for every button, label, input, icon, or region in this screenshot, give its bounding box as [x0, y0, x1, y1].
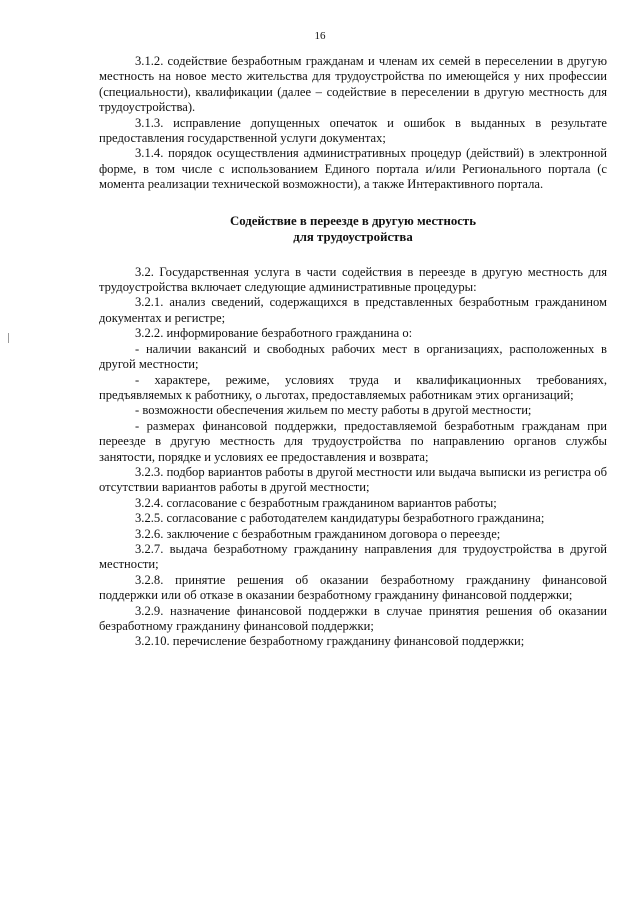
paragraph-3-1-4: 3.1.4. порядок осуществления административных процедур (действий) в электронной форме, в том числе с использованием Единого портала и/или Регионального портала (с момента реализации технической возможности), а также Интерактивного портала. [99, 146, 607, 192]
paragraph-3-2-8: 3.2.8. принятие решения об оказании безработному гражданину финансовой поддержки или об отказе в оказании безработному гражданину финансовой поддержки; [99, 572, 607, 603]
paragraph-3-2-5: 3.2.5. согласование с работодателем кандидатуры безработного гражданина; [135, 511, 545, 526]
margin-mark [8, 333, 9, 343]
list-item-work-conditions: - характере, режиме, условиях труда и квалификационных требованиях, предъявляемых к работнику, о льготах, предоставляемых работникам этих организаций; [99, 372, 607, 402]
list-item-financial-support: - размерах финансовой поддержки, предоставляемой безработным гражданам при переезде в другую местность для трудоустройства по направлению органов службы занятости, порядке и условиях ее предоставления и возврата; [99, 418, 607, 464]
paragraph-3-2-10: 3.2.10. перечисление безработному гражданину финансовой поддержки; [135, 634, 525, 649]
section-heading [99, 213, 607, 245]
section-heading-line-2: для трудоустройства [293, 229, 413, 244]
paragraph-3-2-1: 3.2.1. анализ сведений, содержащихся в представленных безработным гражданином документах и регистре; [99, 295, 607, 325]
paragraph-3-2-9: 3.2.9. назначение финансовой поддержки в случае принятия решения об оказании безработному гражданину финансовой поддержки; [99, 603, 607, 633]
document-body [99, 54, 607, 650]
paragraph-3-2-3: 3.2.3. подбор вариантов работы в другой местности или выдача выписки из регистра об отсутствии вариантов работы в другой местности; [99, 464, 607, 495]
list-item-vacancies: - наличии вакансий и свободных рабочих мест в организациях, расположенных в другой местности; [99, 341, 607, 372]
paragraph-3-1-2: 3.1.2. содействие безработным гражданам и членам их семей в переселении в другую местность на новое место жительства для трудоустройства по имеющейся у них профессии (специальности), квалификации (далее – содействие в переселении в другую местность для трудоустройства). [99, 54, 607, 115]
paragraph-3-2-6: 3.2.6. заключение с безработным гражданином договора о переезде; [135, 526, 501, 541]
page-number: 16 [314, 30, 326, 42]
paragraph-3-2-4: 3.2.4. согласование с безработным гражданином вариантов работы; [135, 495, 497, 510]
list-item-housing: - возможности обеспечения жильем по месту работы в другой местности; [135, 403, 532, 418]
paragraph-3-2-2: 3.2.2. информирование безработного гражданина о: [135, 326, 413, 341]
paragraph-3-1-3: 3.1.3. исправление допущенных опечаток и ошибок в выданных в результате предоставления государственной услуги документах; [99, 115, 607, 146]
paragraph-3-2-7: 3.2.7. выдача безработному гражданину направления для трудоустройства в другой местности; [99, 541, 607, 572]
paragraph-3-2: 3.2. Государственная услуга в части содействия в переезде в другую местность для трудоустройства включает следующие административные процедуры: [99, 264, 607, 295]
section-heading-line-1: Содействие в переезде в другую местность [230, 213, 476, 228]
